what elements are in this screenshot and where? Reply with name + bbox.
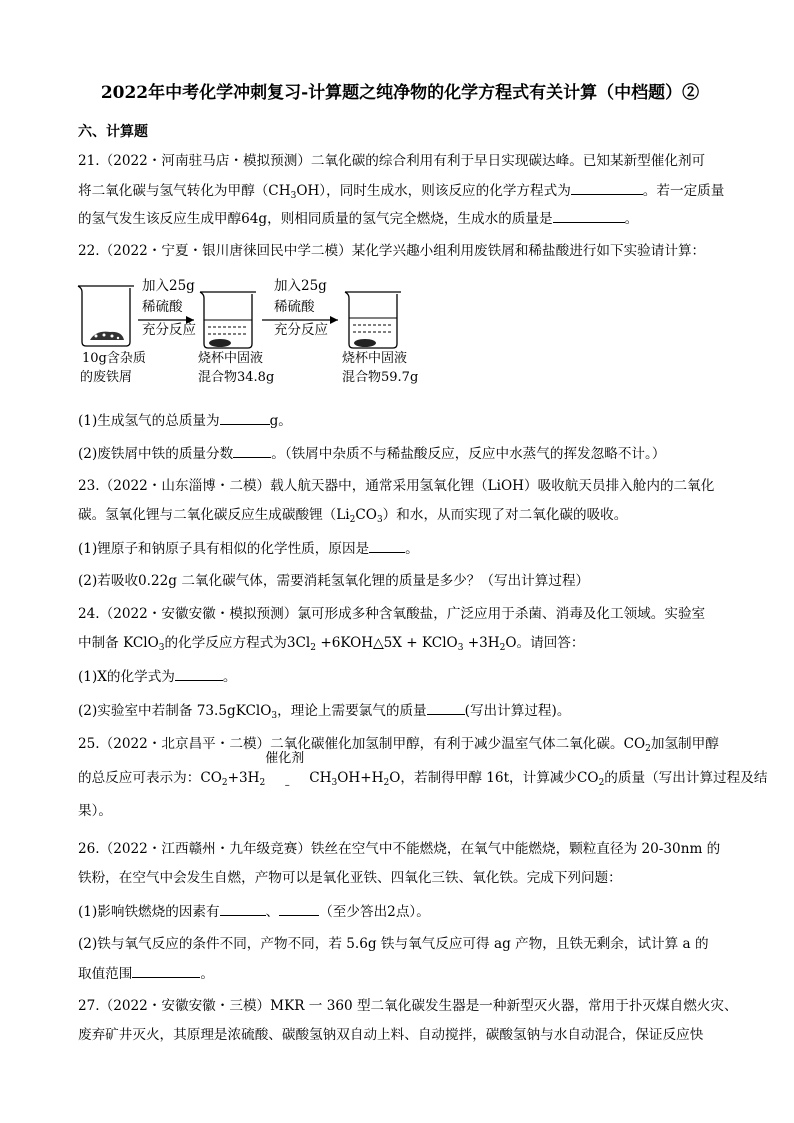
answer-blank[interactable] [175,666,223,681]
beaker-3-caption-1: 烧杯中固液 [342,351,408,366]
q22-line-1: 22.（2022・宁夏・银川唐徕回民中学二模）某化学兴趣小组利用废铁屑和稀盐酸进行如下实验请计算： [78,243,706,259]
q21-line-3: 的氢气发生该反应生成甲醇64g，则相同质量的氢气完全燃烧，生成水的质量是 。 [78,208,638,229]
beaker-2-caption-2: 混合物34.8g [198,370,275,385]
answer-blank[interactable] [427,700,465,715]
section-heading: 六、计算题 [78,124,148,140]
q27-line-2: 废弃矿井灭火，其原理是浓硫酸、碳酸氢钠双自动上料、自动搅拌，碳酸氢钠与水自动混合，保证反应快 [78,1027,704,1043]
answer-blank[interactable] [571,180,643,195]
q22-part-2: (2)废铁屑中铁的质量分数 。（铁屑中杂质不与稀盐酸反应，反应中水蒸气的挥发忽略不计。） [78,443,665,464]
experiment-diagram [70,268,490,398]
q26-line-2: 铁粉，在空气中会发生自燃，产物可以是氧化亚铁、四氧化三铁、氧化铁。完成下列问题： [78,870,622,886]
catalyst-arrow: 催化剂 – [265,751,305,791]
arrow-2-label-3: 充分反应 [274,322,328,338]
beaker-1 [78,286,134,346]
answer-blank[interactable] [279,901,319,916]
answer-blank[interactable] [132,963,200,978]
beaker-2 [200,292,256,348]
answer-blank[interactable] [369,538,405,553]
beaker-1-caption-2: 的废铁屑 [80,370,133,385]
q25-line-3: 果）。 [78,803,112,819]
q26-part-1: (1)影响铁燃烧的因素有 、 （至少答出2点）。 [78,901,430,922]
q24-line-2: 中制备 KClO$_3$的化学反应方程式为$3Cl_2$ +6KOH△5X + KClO$_3$ $+3H_2O$。请回答： [78,635,585,653]
arrow-1-label-3: 充分反应 [142,322,196,338]
q23-part-1: (1)锂原子和钠原子具有相似的化学性质，原因是 。 [78,538,419,559]
q25-line-2: 的总反应可表示为：$CO_2+3H_2$ 催化剂 – $CH_3OH+H_2O$，若制得甲醇 16t，计算减少$CO_2$的质量（写出计算过程及结 [78,751,768,791]
q26-part-3: 取值范围 。 [78,963,214,984]
q23-line-1: 23.（2022・山东淄博・二模）载人航天器中，通常采用氢氧化锂（LiOH）吸收航天员排入舱内的二氧化 [78,478,715,494]
heat-symbol: △ [373,635,384,651]
beaker-2-caption-1: 烧杯中固液 [198,351,264,366]
answer-blank[interactable] [220,901,266,916]
beaker-3-caption-2: 混合物59.7g [342,370,419,385]
page-title: 2022年中考化学冲刺复习-计算题之纯净物的化学方程式有关计算（中档题）② [100,83,700,103]
q22-part-1: (1)生成氢气的总质量为 g。 [78,410,292,431]
q24-part-2: (2)实验室中若制备 73.5gKClO$_3$，理论上需要氯气的质量 (写出计算过程)。 [78,700,570,726]
q23-part-2: (2)若吸收0.22g 二氧化碳气体，需要消耗氢氧化锂的质量是多少？（写出计算过程） [78,573,590,589]
arrow-1-label-1: 加入25g [142,278,195,294]
beaker-1-caption-1: 10g含杂质 [82,351,146,366]
arrow-2-label-1: 加入25g [274,278,327,294]
answer-blank[interactable] [553,208,625,223]
q26-part-2: (2)铁与氧气反应的条件不同，产物不同，若 5.6g 铁与氧气反应可得 ag 产物，且铁无剩余，试计算 a 的 [78,936,709,952]
answer-blank[interactable] [233,443,271,458]
q21-line-1: 21.（2022・河南驻马店・模拟预测）二氧化碳的综合利用有利于早日实现碳达峰。已知某新型催化剂可 [78,153,706,169]
catalyst-label: 催化剂 [265,751,305,766]
q23-line-2: 碳。氢氧化锂与二氧化碳反应生成碳酸锂$(Li_2CO_3)$和水，从而实现了对二氧化碳的吸收。 [78,507,628,525]
q26-line-1: 26.（2022・江西赣州・九年级竞赛）铁丝在空气中不能燃烧，在氧气中能燃烧，颗粒直径为 20-30nm 的 [78,841,721,857]
answer-blank[interactable] [220,410,270,425]
arrow-1-label-2: 稀硫酸 [142,299,183,315]
arrow-2-label-2: 稀硫酸 [274,299,315,315]
beaker-3 [345,292,401,348]
q27-line-1: 27.（2022・安徽安徽・三模）MKR 一 360 型二氧化碳发生器是一种新型灭火器，常用于扑灭煤自燃火灾、 [78,998,738,1014]
q25-line-1: 25.（2022・北京昌平・二模）二氧化碳催化加氢制甲醇，有利于减少温室气体二氧化碳。$CO_2$加氢制甲醇 [78,736,719,754]
q24-part-1: (1)X的化学式为 。 [78,666,237,687]
q21-line-2: 将二氧化碳与氢气转化为甲醇$(CH_3OH)$，同时生成水，则该反应的化学方程式为 。若一定质量 [78,180,724,206]
q24-line-1: 24.（2022・安徽安徽・模拟预测）氯可形成多种含氧酸盐，广泛应用于杀菌、消毒及化工领域。实验室 [78,606,706,622]
